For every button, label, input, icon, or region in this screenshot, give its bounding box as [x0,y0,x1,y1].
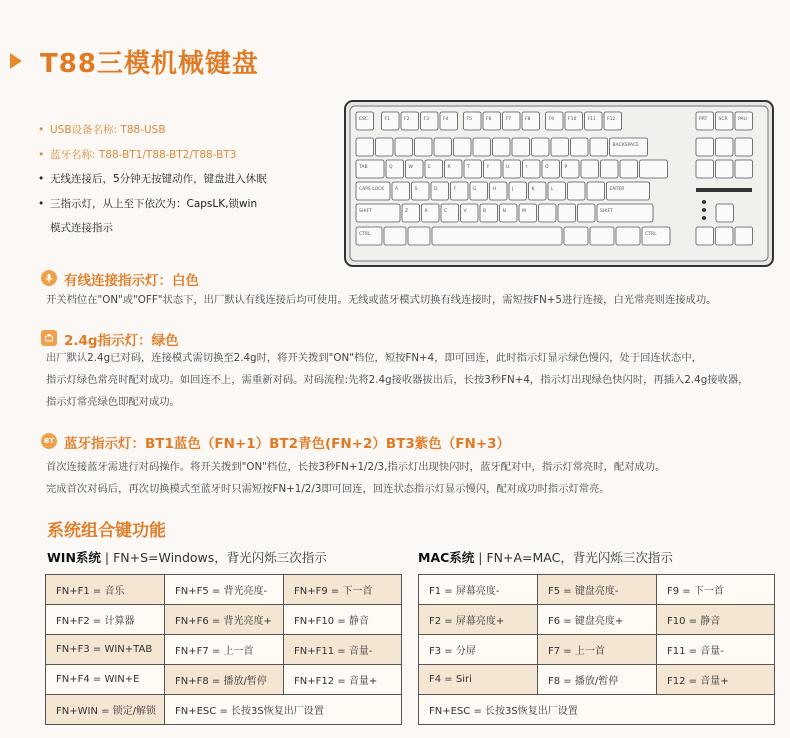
svg-text:P: P [564,165,568,170]
table-cell: F7 = 上一首 [538,635,657,665]
svg-text:Z: Z [405,209,409,214]
svg-text:E: E [428,165,431,170]
key-f3 [421,112,439,130]
key-nav [716,138,734,156]
key-arrow-left [696,227,714,245]
key-k [529,182,547,200]
svg-text:B: B [483,209,487,214]
svg-text:SHIFT: SHIFT [359,209,372,214]
key-enter [607,182,650,200]
mac-label: MAC系统 [418,550,475,565]
svg-text:TAB: TAB [359,165,368,170]
key-alt [564,227,588,245]
table-cell: FN+WIN = 锁定/解锁 [46,695,165,725]
key-number [532,138,550,156]
key-p [562,160,580,178]
g24-text-1: 出厂默认2.4g已对码，连接模式需切换至2.4g时，将开关拨到"ON"档位，短按FN+4，即可回连，此时指示灯显示绿色慢闪，处于回连状态中， [46,352,702,364]
svg-text:D: D [434,187,438,192]
table-cell: FN+F11 = 音量- [284,635,402,665]
g24-heading: 2.4g指示灯：绿色 [64,333,179,349]
table-cell: FN+ESC = 长按3S恢复出厂设置 [419,695,775,725]
svg-text:H: H [492,187,496,192]
svg-text:F6: F6 [486,117,492,122]
svg-text:F12: F12 [607,117,616,122]
indicator-strip [696,188,752,192]
key-f2 [401,112,419,130]
key-fn [590,227,614,245]
table-row [419,665,775,695]
table-cell: FN+F10 = 静音 [284,605,402,635]
table-cell: F3 = 分屏 [419,635,538,665]
dongle-icon [41,330,57,346]
svg-text:F8: F8 [525,117,531,122]
key-f [451,182,469,200]
key-number [512,138,530,156]
table-cell: FN+F1 = 音乐 [46,575,165,605]
table-cell: F5 = 键盘亮度- [538,575,657,605]
combo-title: 系统组合键功能 [47,521,166,541]
key-q [386,160,404,178]
key-w [406,160,424,178]
key-number [551,138,569,156]
spec-bt-text: 蓝牙名称: T88-BT1/T88-BT2/T88-BT3 [50,149,237,161]
table-cell: F12 = 音量+ [657,665,775,695]
key-h [490,182,508,200]
key-f4 [440,112,458,130]
bullet-icon: • [38,149,45,161]
key-n [500,204,518,222]
key-c [441,204,459,222]
svg-text:G: G [473,187,477,192]
table-row [419,575,775,605]
key-number [395,138,413,156]
key-nav [735,160,753,178]
svg-text:F10: F10 [568,117,577,122]
key-shift-right [597,204,653,222]
indicator-led [702,208,706,212]
key-number [376,138,394,156]
bullet-icon: • [38,124,45,136]
key-caps-lock [356,182,390,200]
key-ctrl-right [642,227,670,245]
spec-sleep-text: 无线连接后，5分钟无按键动作，键盘进入休眠 [50,173,267,185]
bt-text-2: 完成首次对码后，再次切换模式至蓝牙时只需短按FN+1/2/3即可回连，回连状态指示灯显示慢闪，配对成功时指示灯常亮。 [46,483,610,495]
key-x [422,204,440,222]
key-number [356,138,374,156]
key-symbol [587,182,605,200]
table-cell: F6 = 键盘亮度+ [538,605,657,635]
key-nav [716,160,734,178]
key-a [392,182,410,200]
svg-text:R: R [447,165,451,170]
svg-text:W: W [408,165,413,170]
svg-text:A: A [395,187,399,192]
svg-text:F7: F7 [505,117,511,122]
svg-text:F4: F4 [443,117,449,122]
svg-text:Q: Q [389,165,393,170]
key-shift-left [356,204,400,222]
key-j [509,182,527,200]
key-number [571,138,589,156]
svg-text:F3: F3 [423,117,429,122]
svg-text:F1: F1 [384,117,390,122]
key-y [484,160,502,178]
mic-icon [41,270,57,286]
key-symbol [578,204,596,222]
key-backspace [610,138,648,156]
key-arrow-right [735,227,753,245]
svg-text:K: K [531,187,535,192]
key-nav-top [716,112,734,130]
table-row [419,695,775,725]
svg-text:C: C [444,209,448,214]
key-m [519,204,537,222]
table-cell: F9 = 下一首 [657,575,775,605]
key-f12 [604,112,622,130]
key-d [431,182,449,200]
win-heading [47,548,327,566]
table-cell: F8 = 播放/暂停 [538,665,657,695]
svg-text:U: U [506,165,510,170]
table-cell: F11 = 音量- [657,635,775,665]
key-s [412,182,430,200]
key-r [445,160,463,178]
table-cell: FN+F8 = 播放/暂停 [165,665,284,695]
key-symbol [601,160,619,178]
g24-text-3: 指示灯常亮绿色即配对成功。 [46,396,180,408]
table-cell: FN+F3 = WIN+TAB [46,635,165,665]
svg-text:M: M [522,209,526,214]
svg-text:F5: F5 [466,117,472,122]
table-cell: FN+F4 = WIN+E [46,665,165,695]
key-f9 [546,112,564,130]
key-l [548,182,566,200]
table-cell: FN+F9 = 下一首 [284,575,402,605]
table-row [46,605,402,635]
indicator-led [702,200,706,204]
key-esc [356,112,374,130]
key-nav [696,138,714,156]
key-number [415,138,433,156]
table-row [46,635,402,665]
svg-text:F2: F2 [404,117,410,122]
svg-text:PRT: PRT [699,117,708,122]
table-cell: F10 = 静音 [657,605,775,635]
key-u [503,160,521,178]
page-title: T88三模机械键盘 [40,49,259,79]
key-symbol [620,160,638,178]
key-f8 [522,112,540,130]
key-menu [616,227,640,245]
key-number [493,138,511,156]
key-arrow-down [716,227,734,245]
svg-text:SHIFT: SHIFT [600,209,613,214]
spec-leds [38,196,257,211]
key-symbol [568,182,586,200]
svg-text:CAPS LOCK: CAPS LOCK [359,187,385,192]
svg-text:L: L [551,187,554,192]
key-nav [735,138,753,156]
svg-text:J: J [512,187,514,192]
mac-heading [418,548,673,566]
table-cell: FN+F7 = 上一首 [165,635,284,665]
key-symbol [539,204,557,222]
table-cell: FN+F2 = 计算器 [46,605,165,635]
key-f5 [464,112,482,130]
svg-text:Y: Y [486,165,490,170]
key-number [473,138,491,156]
table-row [46,695,402,725]
table-cell: F1 = 屏幕亮度- [419,575,538,605]
key-f11 [585,112,603,130]
svg-text:N: N [502,209,506,214]
bullet-icon: • [38,198,45,210]
key-number [454,138,472,156]
svg-text:F11: F11 [587,117,596,122]
key-i [523,160,541,178]
key-v [461,204,479,222]
svg-text:ENTER: ENTER [609,187,625,192]
key-e [425,160,443,178]
key-f6 [483,112,501,130]
table-cell: FN+F6 = 背光亮度+ [165,605,284,635]
mac-key-table [418,574,775,725]
table-row [419,635,775,665]
svg-text:S: S [414,187,418,192]
key-number [590,138,608,156]
key-nav-top [696,112,714,130]
g24-text-2: 指示灯绿色常亮时配对成功。如回连不上，需重新对码。对码流程:先将2.4g接收器拔出后，长按3秒FN+4，指示灯出现绿色快闪时，再插入2.4g接收器， [46,374,749,386]
key-symbol [581,160,599,178]
key-space [432,227,562,245]
svg-text:I: I [525,165,527,170]
key-z [402,204,420,222]
bullet-icon: • [38,173,45,185]
table-cell: F4 = Siri [419,665,538,695]
key-alt [408,227,430,245]
svg-text:PAU: PAU [738,117,747,122]
spec-leds-cont: 模式连接指示 [50,222,113,234]
svg-text:V: V [463,209,467,214]
key-nav-top [735,112,753,130]
svg-text:CTRL: CTRL [359,232,371,237]
key-symbol [558,204,576,222]
key-backslash [640,160,668,178]
svg-text:T: T [467,165,470,170]
svg-text:X: X [424,209,428,214]
svg-text:CTRL: CTRL [645,232,657,237]
win-label: WIN系统 [47,550,101,565]
key-nav [696,160,714,178]
key-number [434,138,452,156]
table-cell: F2 = 屏幕亮度+ [419,605,538,635]
table-row [46,575,402,605]
key-arrow-up [716,204,734,222]
spec-leds-text: 三指示灯，从上至下依次为：CapsLK,锁win [50,198,258,210]
spec-usb [38,122,166,137]
key-o [542,160,560,178]
key-ctrl-left [356,227,382,245]
mac-desc: | FN+A=MAC，背光闪烁三次指示 [474,550,673,565]
title-arrow-icon [10,53,22,69]
table-row [46,665,402,695]
indicator-led [702,216,706,220]
bt-heading: 蓝牙指示灯：BT1蓝色（FN+1）BT2青色(FN+2）BT3紫色（FN+3） [64,436,511,452]
key-win [384,227,406,245]
bt-text-1: 首次连接蓝牙需进行对码操作。将开关拨到"ON"档位，长按3秒FN+1/2/3,指示灯出现快闪时，蓝牙配对中，指示灯常亮时，配对成功。 [46,461,666,473]
svg-text:F: F [453,187,457,192]
key-tab [356,160,384,178]
key-t [464,160,482,178]
key-g [470,182,488,200]
key-f1 [382,112,400,130]
spec-bt [38,147,236,162]
spec-usb-text: USB设备名称: T88-USB [50,124,166,136]
bluetooth-icon: BT [41,433,57,449]
table-cell: FN+ESC = 长按3S恢复出厂设置 [165,695,402,725]
wired-text-1: 开关档位在"ON"或"OFF"状态下，出厂默认有线连接后均可使用。无线或蓝牙模式切换有线连接时，需短按FN+5进行连接，白光常亮则连接成功。 [46,294,717,306]
svg-text:SCR: SCR [718,117,728,122]
key-f7 [503,112,521,130]
svg-text:BACKSPACE: BACKSPACE [612,143,639,148]
key-b [480,204,498,222]
table-row [419,605,775,635]
wired-heading: 有线连接指示灯：白色 [64,273,199,289]
svg-text:O: O [545,165,549,170]
table-cell: FN+F12 = 音量+ [284,665,402,695]
win-key-table [45,574,402,725]
key-f10 [565,112,583,130]
spec-sleep [38,171,267,186]
svg-text:F9: F9 [548,117,554,122]
keyboard-illustration [344,100,774,267]
svg-text:ESC: ESC [359,117,368,122]
table-cell: FN+F5 = 背光亮度- [165,575,284,605]
win-desc: | FN+S=Windows，背光闪烁三次指示 [100,550,327,565]
